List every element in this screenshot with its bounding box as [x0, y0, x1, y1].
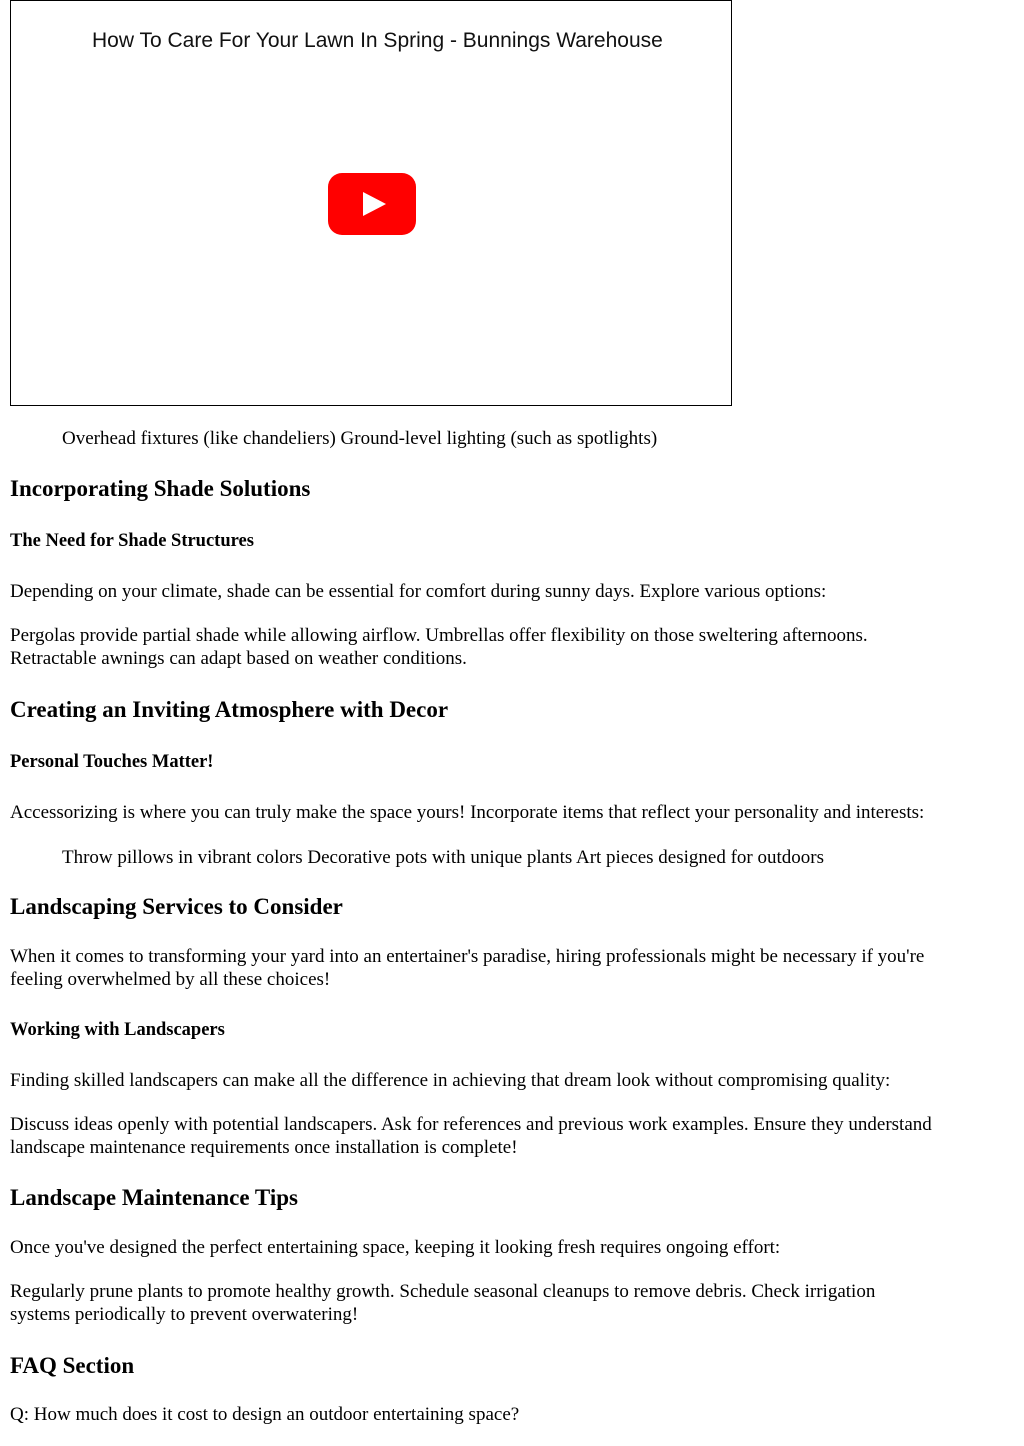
shade-subheading: The Need for Shade Structures — [10, 531, 254, 551]
shade-options-line1: Pergolas provide partial shade while allowing airflow. Umbrellas offer flexibility on those sweltering afternoons. — [10, 625, 868, 646]
landscapers-tips-line1: Discuss ideas openly with potential landscapers. Ask for references and previous work examples. Ensure they understand — [10, 1114, 932, 1135]
decor-intro: Accessorizing is where you can truly make the space yours! Incorporate items that reflect your personality and interests: — [10, 802, 925, 823]
decor-list: Throw pillows in vibrant colors Decorative pots with unique plants Art pieces designed for outdoors — [62, 847, 824, 868]
landscapers-intro: Finding skilled landscapers can make all the difference in achieving that dream look without compromising quality: — [10, 1070, 891, 1091]
lighting-list: Overhead fixtures (like chandeliers) Ground-level lighting (such as spotlights) — [62, 428, 658, 449]
maintenance-heading: Landscape Maintenance Tips — [10, 1185, 298, 1210]
faq-heading: FAQ Section — [10, 1353, 135, 1378]
shade-options-line2: Retractable awnings can adapt based on weather conditions. — [10, 648, 467, 669]
play-icon[interactable] — [328, 173, 416, 235]
services-intro-line2: feeling overwhelmed by all these choices! — [10, 969, 331, 990]
video-embed[interactable] — [10, 0, 732, 406]
shade-heading: Incorporating Shade Solutions — [10, 476, 311, 501]
maintenance-intro: Once you've designed the perfect entertaining space, keeping it looking fresh requires ongoing effort: — [10, 1237, 781, 1258]
services-heading: Landscaping Services to Consider — [10, 894, 343, 919]
decor-subheading: Personal Touches Matter! — [10, 752, 214, 772]
decor-heading: Creating an Inviting Atmosphere with Decor — [10, 697, 449, 722]
shade-intro: Depending on your climate, shade can be essential for comfort during sunny days. Explore various options: — [10, 581, 827, 602]
maintenance-tips-line2: systems periodically to prevent overwatering! — [10, 1304, 359, 1325]
landscapers-tips-line2: landscape maintenance requirements once installation is complete! — [10, 1137, 518, 1158]
services-intro-line1: When it comes to transforming your yard into an entertainer's paradise, hiring professionals might be necessary if you're — [10, 946, 925, 967]
faq-question: Q: How much does it cost to design an outdoor entertaining space? — [10, 1404, 520, 1425]
landscapers-subheading: Working with Landscapers — [10, 1020, 225, 1040]
video-title[interactable]: How To Care For Your Lawn In Spring - Bunnings Warehouse — [92, 29, 663, 52]
maintenance-tips-line1: Regularly prune plants to promote healthy growth. Schedule seasonal cleanups to remove debris. Check irrigation — [10, 1281, 876, 1302]
